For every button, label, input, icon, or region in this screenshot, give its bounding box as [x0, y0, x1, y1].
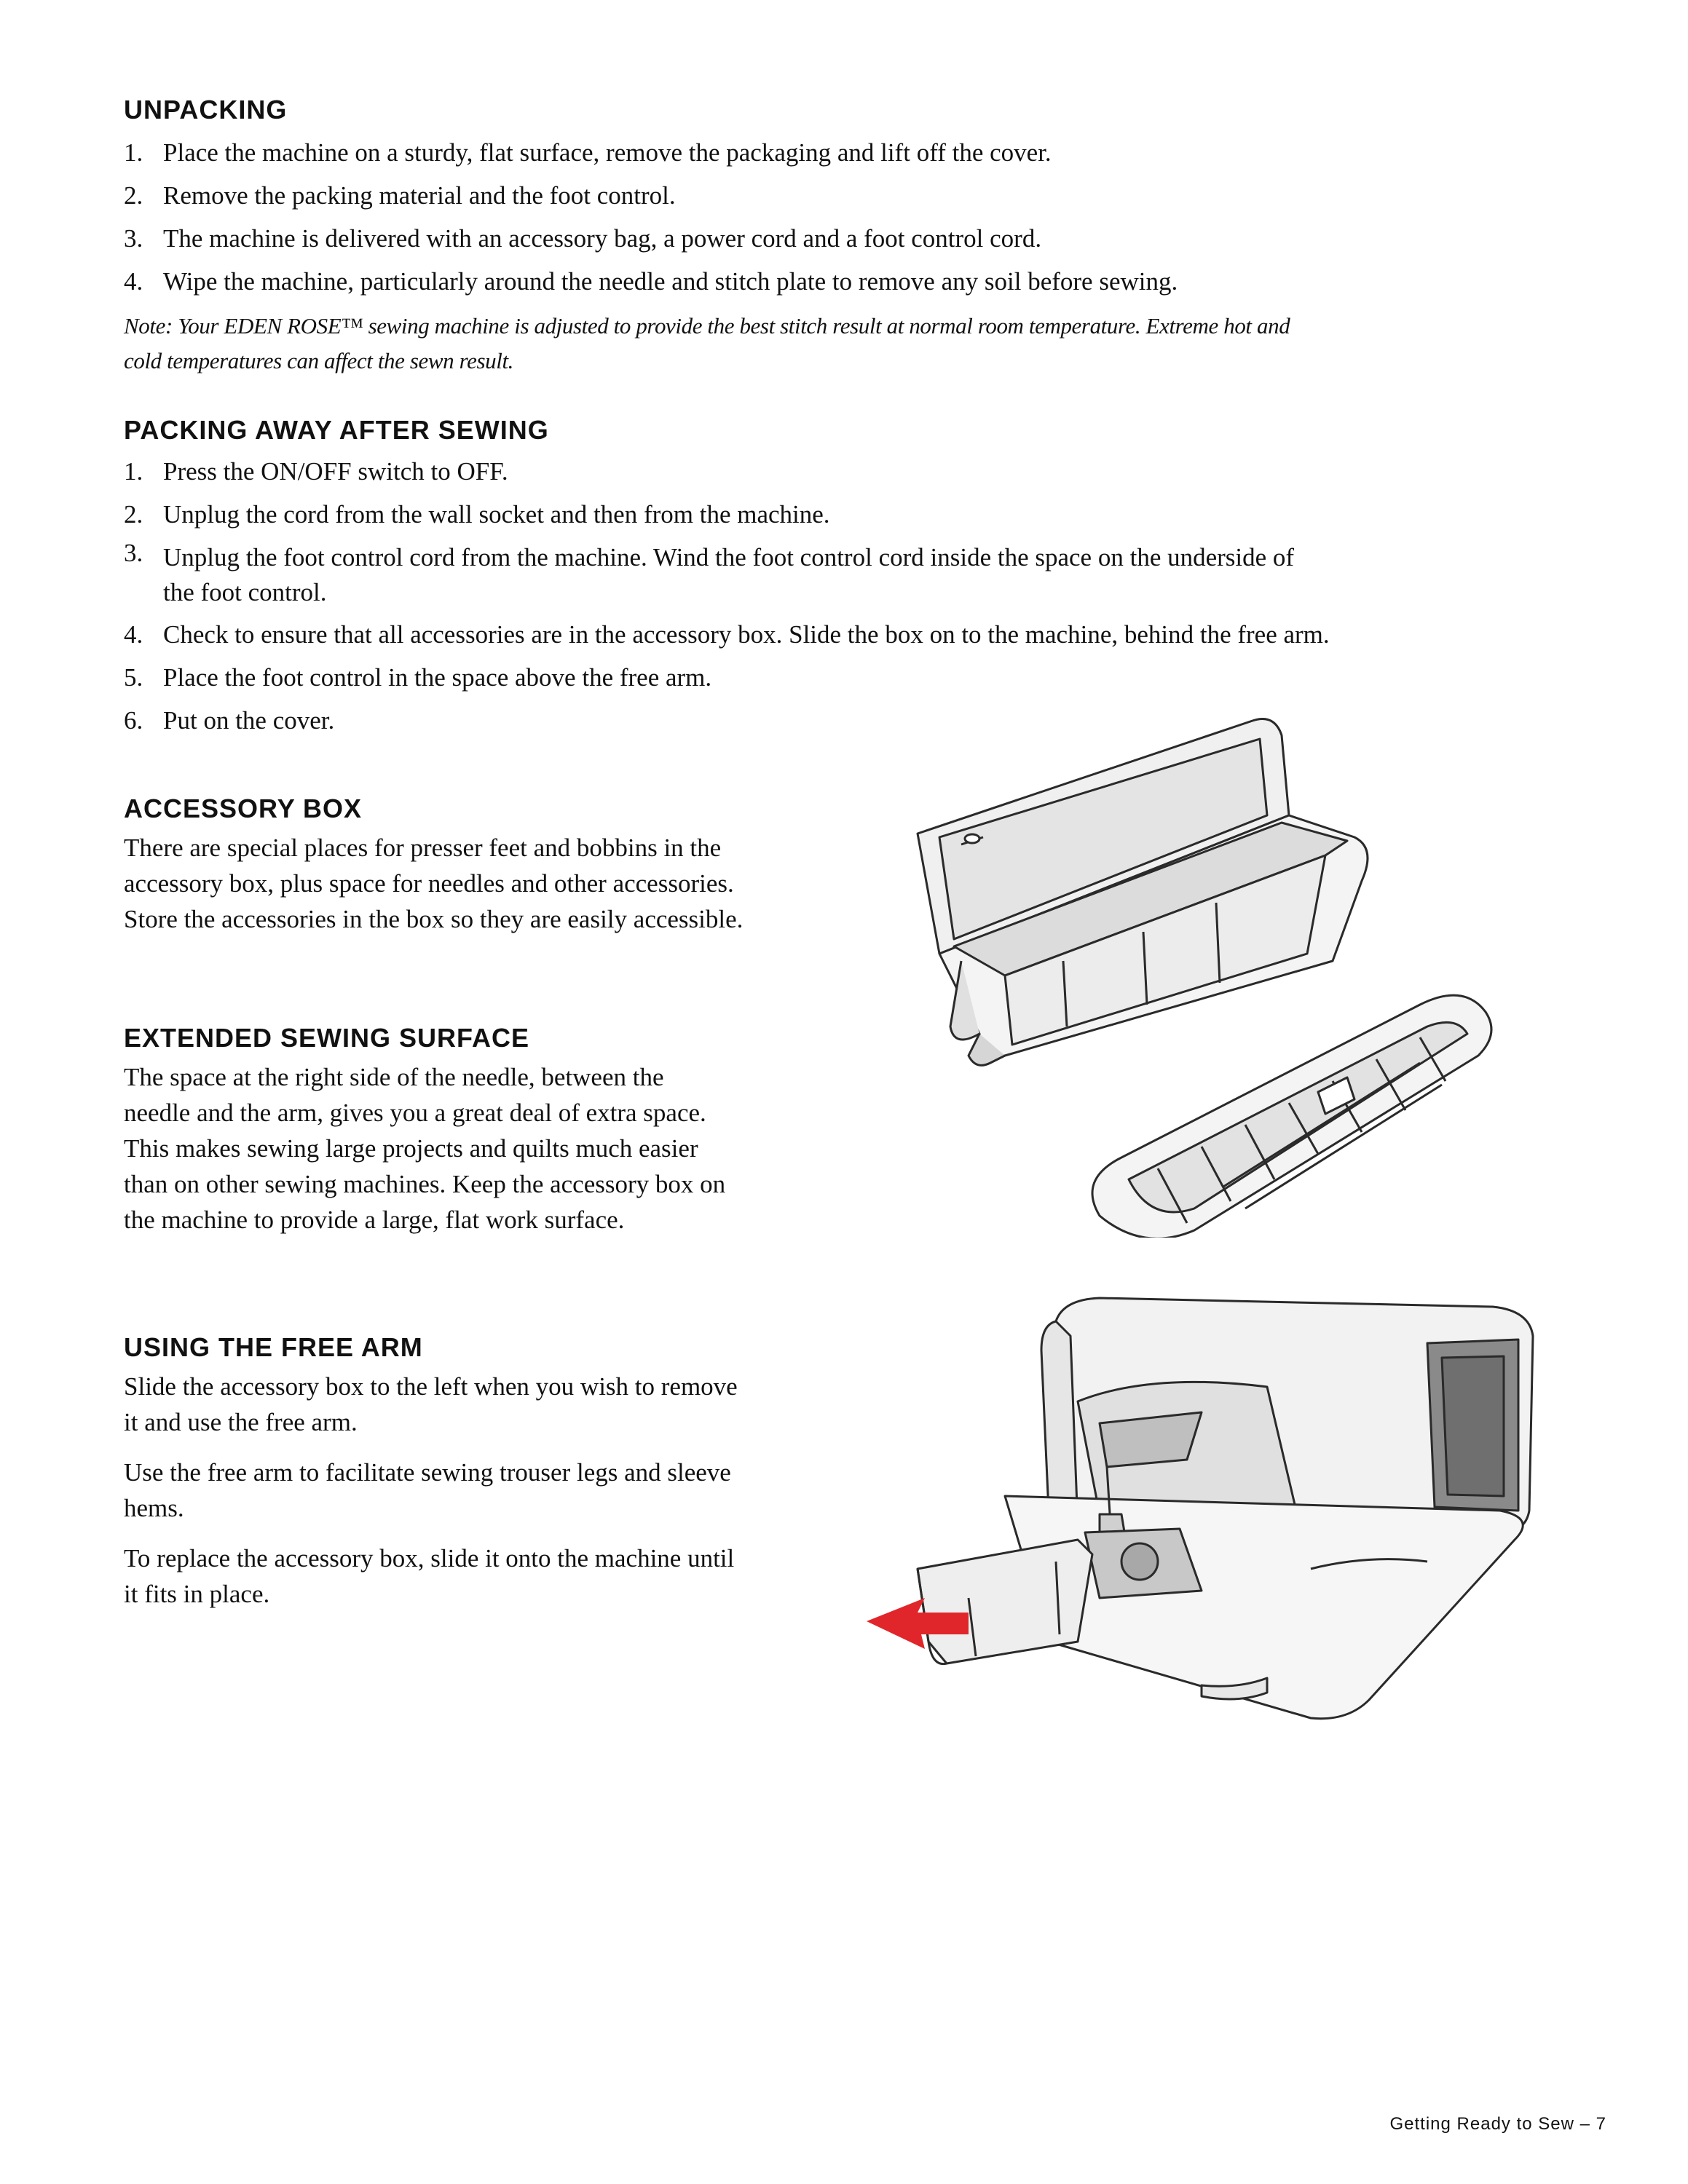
- free-arm-heading: USING THE FREE ARM: [124, 1332, 423, 1362]
- list-item: 1. Place the machine on a sturdy, flat surface, remove the packaging and lift off the cover.: [124, 138, 1052, 167]
- extended-surface-heading: EXTENDED SEWING SURFACE: [124, 1023, 530, 1053]
- list-item: 5. Place the foot control in the space above the free arm.: [124, 663, 712, 692]
- list-item: 4. Check to ensure that all accessories are in the accessory box. Slide the box on to the machine, behind the free arm.: [124, 620, 1330, 649]
- list-item: 3. Unplug the foot control cord from the machine. Wind the foot control cord inside the space on the underside of the foot control.: [124, 539, 1295, 606]
- list-item: 6. Put on the cover.: [124, 706, 335, 735]
- unpacking-steps: [124, 131, 1580, 303]
- extended-surface-text: The space at the right side of the needle, between the needle and the arm, gives you a great deal of extra space. This makes sewing large projects and quilts much easier than on other sewing machines. Keep the accessory box on the machine to provide a large, flat work surface.: [124, 1063, 726, 1234]
- accessory-box-text: There are special places for presser feet and bobbins in the accessory box, plus space for needles and other accessories. Store the accessories in the box so they are easily accessible.: [124, 834, 744, 933]
- list-item: 2. Remove the packing material and the foot control.: [124, 181, 676, 210]
- free-arm-text: Slide the accessory box to the left when you wish to remove it and use the free arm. Use the free arm to facilitate sewing trouser legs and sleeve hems. To replace the accessory box, slide it onto the machine until it fits in place.: [124, 1372, 738, 1608]
- accessory-box-illustration: [910, 713, 1551, 1238]
- list-item: 1. Press the ON/OFF switch to OFF.: [124, 457, 508, 486]
- list-item: 4. Wipe the machine, particularly around the needle and stitch plate to remove any soil before sewing.: [124, 267, 1178, 296]
- list-item: 2. Unplug the cord from the wall socket and then from the machine.: [124, 500, 830, 529]
- packing-away-heading: PACKING AWAY AFTER SEWING: [124, 415, 549, 445]
- temperature-note: Note: Your EDEN ROSE™ sewing machine is adjusted to provide the best stitch result at normal room temperature. Extreme hot and cold temperatures can affect the sewn result.: [124, 313, 1290, 373]
- accessory-box-heading: ACCESSORY BOX: [124, 794, 363, 823]
- unpacking-heading: UNPACKING: [124, 95, 288, 124]
- packing-away-steps: [124, 450, 1617, 742]
- sewing-machine-illustration: [859, 1292, 1566, 1729]
- page-footer: Getting Ready to Sew – 7: [1389, 2114, 1606, 2134]
- list-item: 3. The machine is delivered with an accessory bag, a power cord and a foot control cord.: [124, 224, 1042, 253]
